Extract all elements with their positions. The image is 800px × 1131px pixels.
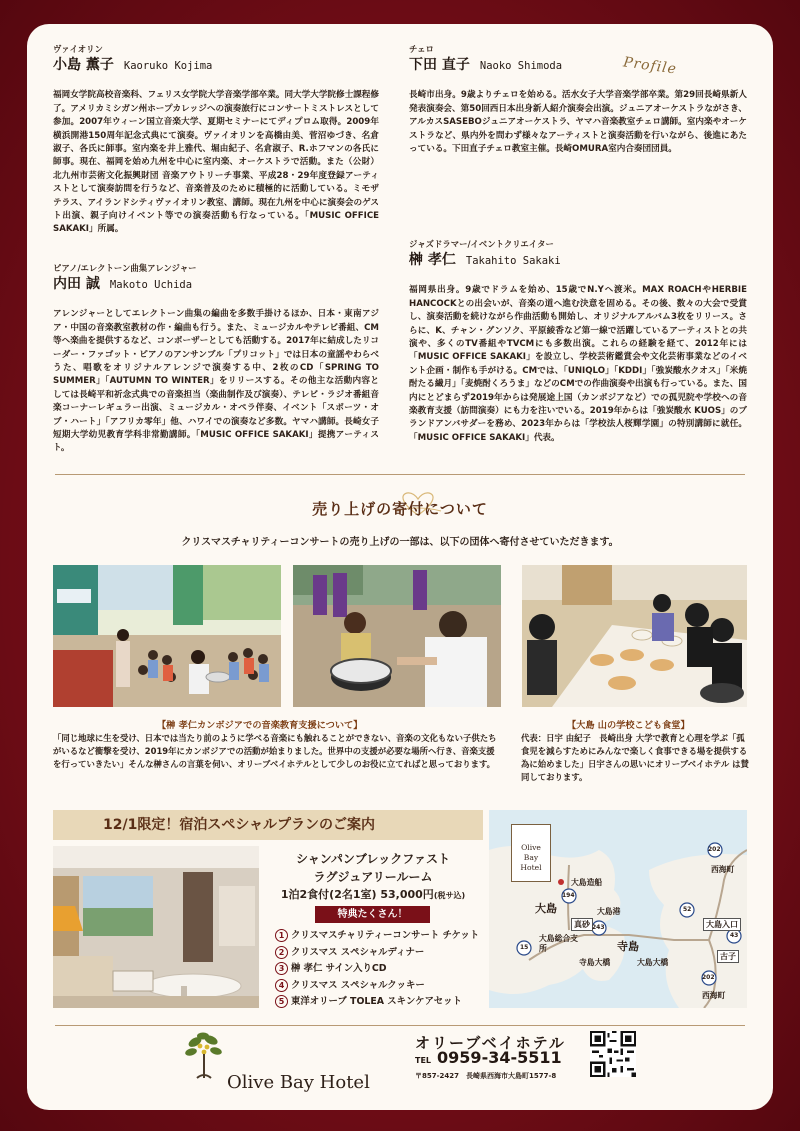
qr-code-icon: [590, 1031, 636, 1077]
bio-shimoda: [409, 43, 747, 156]
map-label: 寺島: [617, 940, 639, 953]
bio-uchida: [53, 262, 379, 456]
route-202-marker: 202: [702, 974, 715, 981]
bio-text: 福岡県出身。9歳でドラムを始め、15歳でN.Yへ渡米。MAX ROACHやHERBIE HANCOCKとの出会いが、音楽の道へ進む決意を固める。その後、数々の大会で受賞し、演奏活動を続けながら作曲活動も開始し、オリジナルアルバム3枚をリリース。さらに、K、チャン・グンソク、平原綾香など第一線で活躍しているアーティストとの共演や、多くのTV番組やTVCMにも多数出演。これらの経験を経て、2012年には「MUSIC OFFICE SAKAKI」を設立し、学校芸術鑑賞会や文化芸術事業などのイベント企画・制作も手がける。CMでは、「UNIQLO」「KDDI」「強炭酸水クオス」「米焼酎たる繊月」「麦焼酎くろうま」などのCMでの作曲演奏や出演も行っている。また、国内にとどまらず2019年からは発展途上国（カンボジアなど）での孤児院や学校への音楽教育支援（訪問演奏）にも力を注いでいる。2019年からは「強炭酸水 KUOS」のブランドアンバサダーを務め、2023年からは「学校法人桜輝学園」の特別講師に就任。「MUSIC OFFICE SAKAKI」代表。: [409, 285, 747, 443]
bio-role: ジャズドラマー/イベントクリエイター: [409, 239, 554, 249]
donation-title: 売り上げの寄付について: [312, 500, 488, 518]
map-label: 西海町: [702, 991, 726, 1000]
perk-item: 2 クリスマス スペシャルディナー: [275, 945, 479, 962]
cafeteria-caption-text: 代表：日宇 由紀子 長崎出身 大学で教育と心理を学ぶ「孤食児を減らすためにみんなで楽しく食事できる場を提供する為に始めました」日宇さんの思いにオリーブベイホテル は賛同しております。: [521, 733, 749, 782]
phone-number: TEL 0959-34-5511: [415, 1048, 562, 1067]
donation-description: クリスマスチャリティーコンサートの売り上げの一部は、以下の団体へ寄付させていただきます。: [181, 537, 619, 548]
access-map: [489, 810, 747, 1008]
stay-plan-header: 12/1限定！宿泊スペシャルプランのご案内: [53, 810, 483, 840]
cambodia-caption-title: 【榊 孝仁カンボジアでの音楽教育支援について】: [157, 720, 363, 731]
bio-kojima: [53, 43, 379, 237]
map-label: 大島造船: [571, 878, 603, 887]
map-label: 大島総合支所: [539, 934, 578, 953]
plan-title: シャンパンブレックファスト ラグジュアリールーム: [295, 852, 451, 884]
perk-item: 3 榊 孝仁 サイン入りCD: [275, 961, 479, 978]
luxury-room-photo: [53, 846, 259, 1008]
perk-badge: 特典たくさん！: [315, 906, 430, 923]
route-194-marker: 194: [562, 892, 575, 899]
bio-role: ピアノ/エレクトーン曲集アレンジャー: [53, 263, 197, 273]
route-43-marker: 43: [730, 932, 739, 939]
perk-item: 1 クリスマスチャリティーコンサート チケット: [275, 928, 479, 945]
bio-name: 小島 薫子 Kaoruko Kojima: [53, 57, 213, 74]
flyer-card: [27, 24, 773, 1110]
bio-name: 榊 孝仁 Takahito Sakaki: [409, 252, 561, 269]
childrens-cafeteria-photo: [522, 565, 747, 707]
bio-text: 長崎市出身。9歳よりチェロを始める。活水女子大学音楽学部卒業。第29回長崎県新人発表演奏会、第50回西日本出身新人紹介演奏会出演。ジュニアオーケストラながさき、アルカスSASEBOジュニアオーケストラ、ヤマハ音楽教室チェロ講師。室内楽やオーケストラなど、県内外を問わず様々なアーティストと演奏活動を行いながら、後進にあたっている。下田直子チェロ教室主催。長崎OMURA室内合奏団団員。: [409, 90, 747, 155]
bio-role: ヴァイオリン: [53, 44, 103, 54]
address: 〒857-2427 長崎県西海市大島町1577-8: [415, 1072, 557, 1080]
section-divider: [55, 474, 745, 475]
route-243-marker: 243: [592, 924, 605, 931]
bio-name: 下田 直子 Naoko Shimoda: [409, 57, 563, 74]
map-label: 大島入口: [703, 918, 741, 931]
map-label: 古子: [717, 950, 739, 963]
route-202-marker: 202: [708, 846, 721, 853]
bio-text: 福岡女学院高校音楽科、フェリス女学院大学音楽学部卒業。同大学大学院修士課程修了。アメリカミシガン州ホープカレッジへの演奏旅行にコンサートミストレスとして参加。2007年ウィーン国立音楽大学、夏期セミナーにてディプロム取得。2009年横浜開港150周年記念式典にて演奏。ヴァイオリンを高橋由美、菅沼ゆづき、名倉淑子、各氏に師事。室内楽を井上雅代、堀由紀子、名倉淑子、R.ホフマンの各氏に師事。現在、福岡を始め九州を中心に室内楽、オーケストラで活動。また（公財）北九州市芸術文化振興財団 音楽アウトリーチ事業、平成28・29年度登録アーティストとして演奏訪問を行うなど、音楽普及のために積極的に活動している。ミモザテラス、アイランドシティヴァイオリン教室、講師。現在九州を中心に演奏会のゲスト出演、親子向けイベント等での演奏活動も行なっている。「MUSIC OFFICE SAKAKI」所属。: [53, 90, 379, 235]
map-label: 大島大橋: [637, 958, 669, 967]
map-label: 真砂: [571, 918, 593, 931]
map-hotel-logo: Olive Bay Hotel: [511, 824, 551, 882]
hotel-name-jp: オリーブベイホテル: [415, 1034, 566, 1052]
footer-divider: [55, 1025, 745, 1026]
perk-item: 5 東洋オリーブ TOLEA スキンケアセット: [275, 994, 479, 1011]
cambodia-caption-text: 「同じ地球に生を受け、日本では当たり前のように学べる音楽にも触れることができない、音楽の文化もない子供たちがいるなど衝撃を受け、2019年にカンボジアでの活動が始まりました。世界中の支援が必要な場所へ行き、音楽支援を行っていきたい」そんな榊さんの言葉を伺い、オリーブベイホテルとして少しのお役に立てればと思っております。: [53, 733, 497, 769]
perk-list: [275, 928, 479, 1011]
drum-lesson-photo: [293, 565, 501, 707]
bio-name: 内田 誠 Makoto Uchida: [53, 276, 193, 293]
route-52-marker: 52: [683, 906, 692, 913]
olive-tree-logo-icon: [183, 1030, 225, 1086]
map-label: 寺島大橋: [579, 958, 611, 967]
bio-text: アレンジャーとしてエレクトーン曲集の編曲を多数手掛けるほか、日本・東南アジア・中国の音楽教室教材の作・編曲も行う。また、ミュージカルやテレビ番組、CM等へ楽曲を提供するなど、コンポーザーとしても活動する。2017年に結成したリコーダー・ファゴット・ピアノのアンサンブル「プリコット」では日本の童謡やわらべうた、唱歌をオリジナルアレンジで演奏する中、2枚のCD「SPRING TO SUMMER」「AUTUMN TO WINTER」をリリースする。その他主な活動内容としては長崎平和祈念式典での音楽担当（楽曲制作及び演奏）、テレビ・ラジオ番組音楽コーナーレギュラー出演、ミュージカル・オペラ伴奏、イベント「スポーツ・オブ・ハート」「アフリカ零年」他、ハワイでの演奏など多数。ヤマハ講師。長崎女子短期大学幼児教育学科非常勤講師。「MUSIC OFFICE SAKAKI」提携アーティスト。: [53, 309, 379, 454]
profile-tag: Profile: [622, 54, 678, 78]
map-label: 大島港: [597, 907, 621, 916]
bio-role: チェロ: [409, 44, 434, 54]
perk-item: 4 クリスマス スペシャルクッキー: [275, 978, 479, 995]
plan-price: 1泊2食付(2名1室) 53,000円(税サ込): [280, 888, 466, 901]
cafeteria-caption-title: 【大島 山の学校こども食堂】: [567, 720, 690, 731]
map-label: 西海町: [711, 865, 735, 874]
cambodia-event-photo: [53, 565, 281, 707]
bio-sakaki: [409, 238, 747, 445]
route-15-marker: 15: [520, 944, 529, 951]
map-label: 大島: [535, 902, 557, 915]
brand-name: Olive Bay Hotel: [227, 1072, 370, 1093]
